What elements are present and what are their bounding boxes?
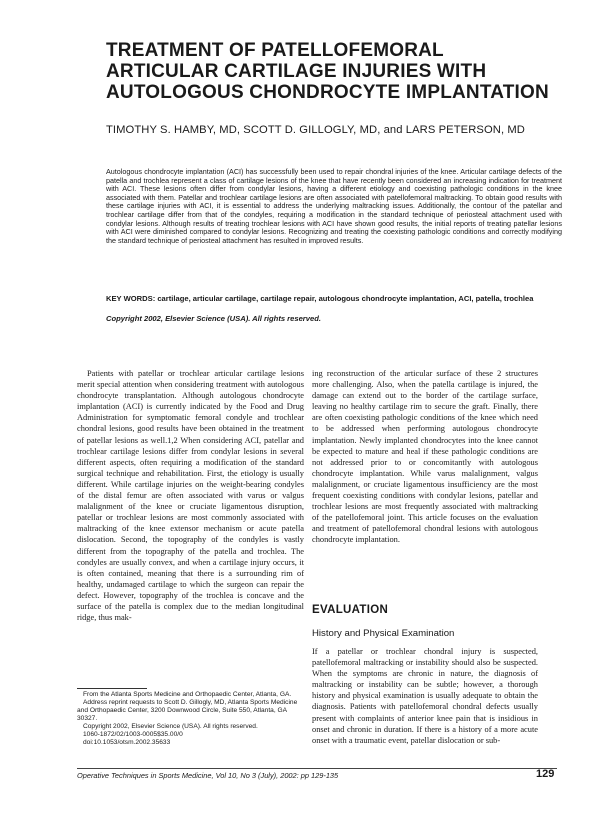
copyright-notice: Copyright 2002, Elsevier Science (USA). All rights reserved. (106, 314, 321, 323)
footer-divider (77, 768, 557, 769)
article-title (106, 40, 566, 103)
title-line-1: TREATMENT OF PATELLOFEMORAL (106, 40, 444, 61)
page-number: 129 (536, 768, 555, 780)
footnote-affiliation: From the Atlanta Sports Medicine and Orthopaedic Center, Atlanta, GA. (83, 691, 292, 698)
footnote-doi: doi:10.1053/otsm.2002.35633 (83, 739, 171, 746)
body-column-right (312, 368, 538, 546)
author-list: TIMOTHY S. HAMBY, MD, SCOTT D. GILLOGLY, MD, and LARS PETERSON, MD (106, 124, 525, 136)
body-column-left: Patients with patellar or trochlear articular cartilage lesions merit special attention when considering treatment with autologous chondrocyte transplantation. Although autologous chondrocyte implantation (ACI) is currently indicated by the Food and Drug Administration for symptomatic femoral condyle and trochlear chondral lesions, good results have been obtained in the treatment of patellar lesions as well.1,2 When considering ACI, patellar and trochlear cartilage lesions differ from condylar lesions in several different aspects, often requiring a modification of the standard surgical technique and rehabilitation. First, the etiology is usually different. While cartilage injuries on the weight-bearing condyles of the distal femur are often associated with varus or valgus malalignment of the knee or cruciate ligamentous disruption, patellar or trochlear lesions are most commonly associated with maltracking of the knee extensor mechanism or acute patella dislocation. Second, the topography of the condyles is vastly different from the topography of the patella and trochlea. The condyles are usually convex, and when a cartilage injury occurs, it is often contained, meaning that there is a surrounding rim of healthy, undamaged cartilage to which the surgeon can repair the defect. However, topography of the trochlea is concave and the surface of the patella is complex due to the median longitudinal ridge, thus mak- (77, 369, 304, 623)
keywords: KEY WORDS: cartilage, articular cartilage, cartilage repair, autologous chondrocyte implantation, ACI, patella, trochlea (106, 294, 534, 303)
footnote-address: Address reprint requests to Scott D. Gillogly, MD, Atlanta Sports Medicine and Orthopaedic Center, 3200 Downwood Circle, Suite 550, Atlanta, GA 30327. (77, 699, 298, 722)
footnote-issn: 1060-1872/02/1003-0005$35.00/0 (83, 731, 183, 738)
title-line-2: ARTICULAR CARTILAGE INJURIES WITH (106, 61, 487, 82)
body-paragraph: ing reconstruction of the articular surface of these 2 structures more challenging. Also, when the patella cartilage is injured, the damage can extend out to the border of the cartilage surface, leaving no healthy cartilage rim to secure the graft. Finally, there are often coexisting pathologic conditions of the knee which need to be addressed when performing autologous chondrocyte implantation. Newly implanted chondrocytes into the knee cannot be expected to mature and heal if these pathologic conditions are not addressed prior to or concomitantly with autologous chondrocyte implantation. While varus malalignment, valgus malalignment, or cruciate ligamentous insufficiency are the most frequent coexisting conditions with condylar lesions, patellar and trochlear lesions are most frequently associated with maltracking of the patellofemoral joint. This article focuses on the evaluation and treatment of patellofemoral chondral lesions with autologous chondrocyte implantation. (312, 369, 538, 545)
footnotes (77, 691, 302, 747)
body-paragraph-history: If a patellar or trochlear chondral injury is suspected, patellofemoral maltracking or instability should also be suspected. When the symptoms are chronic in nature, the diagnosis of maltracking or instability can be subtle; however, a thorough history and physical examination is usually adequate to obtain the diagnosis. Patients with patellofemoral chondral defects usually present with complaints of anterior knee pain that is insidious in onset and chronic in duration. If there is a history of a more acute onset with a traumatic event, patellar dislocation or sub- (312, 647, 538, 745)
footnote-copyright: Copyright 2002, Elsevier Science (USA). All rights reserved. (83, 723, 258, 730)
subsection-heading-history: History and Physical Examination (312, 628, 455, 639)
title-line-3: AUTOLOGOUS CHONDROCYTE IMPLANTATION (106, 82, 549, 103)
section-heading-evaluation: EVALUATION (312, 604, 389, 616)
abstract: Autologous chondrocyte implantation (ACI) has successfully been used to repair chondral injuries of the knee. Articular cartilage defects of the patella and trochlea represent a class of cartilage lesions of the knee that have recently been considered an increasing indication for treatment with ACI. These lesions often differ from condylar lesions, having a different etiology and coexisting pathologic conditions in the knee associated with them. Patellar and trochlear cartilage lesions are often associated with patellofemoral maltracking. To obtain good results with these cartilage injuries with ACI, it is essential to address the underlying maltracking issues. Additionally, the contour of the patellar and trochlear cartilage differ from that of the condyles, requiring a modification in the standard technique of periosteal attachment used with condylar lesions. Although results of treating trochlear lesions with ACI have shown good results, the initial reports of treating patellar lesions with ACI were diminished compared to condylar lesions. Recognizing and treating the coexisting pathologic conditions and correctly modifying the standard technique of periosteal attachment has resulted in improved results. (106, 167, 562, 245)
footnote-divider (77, 688, 147, 689)
journal-citation: Operative Techniques in Sports Medicine, Vol 10, No 3 (July), 2002: pp 129-135 (77, 771, 339, 780)
